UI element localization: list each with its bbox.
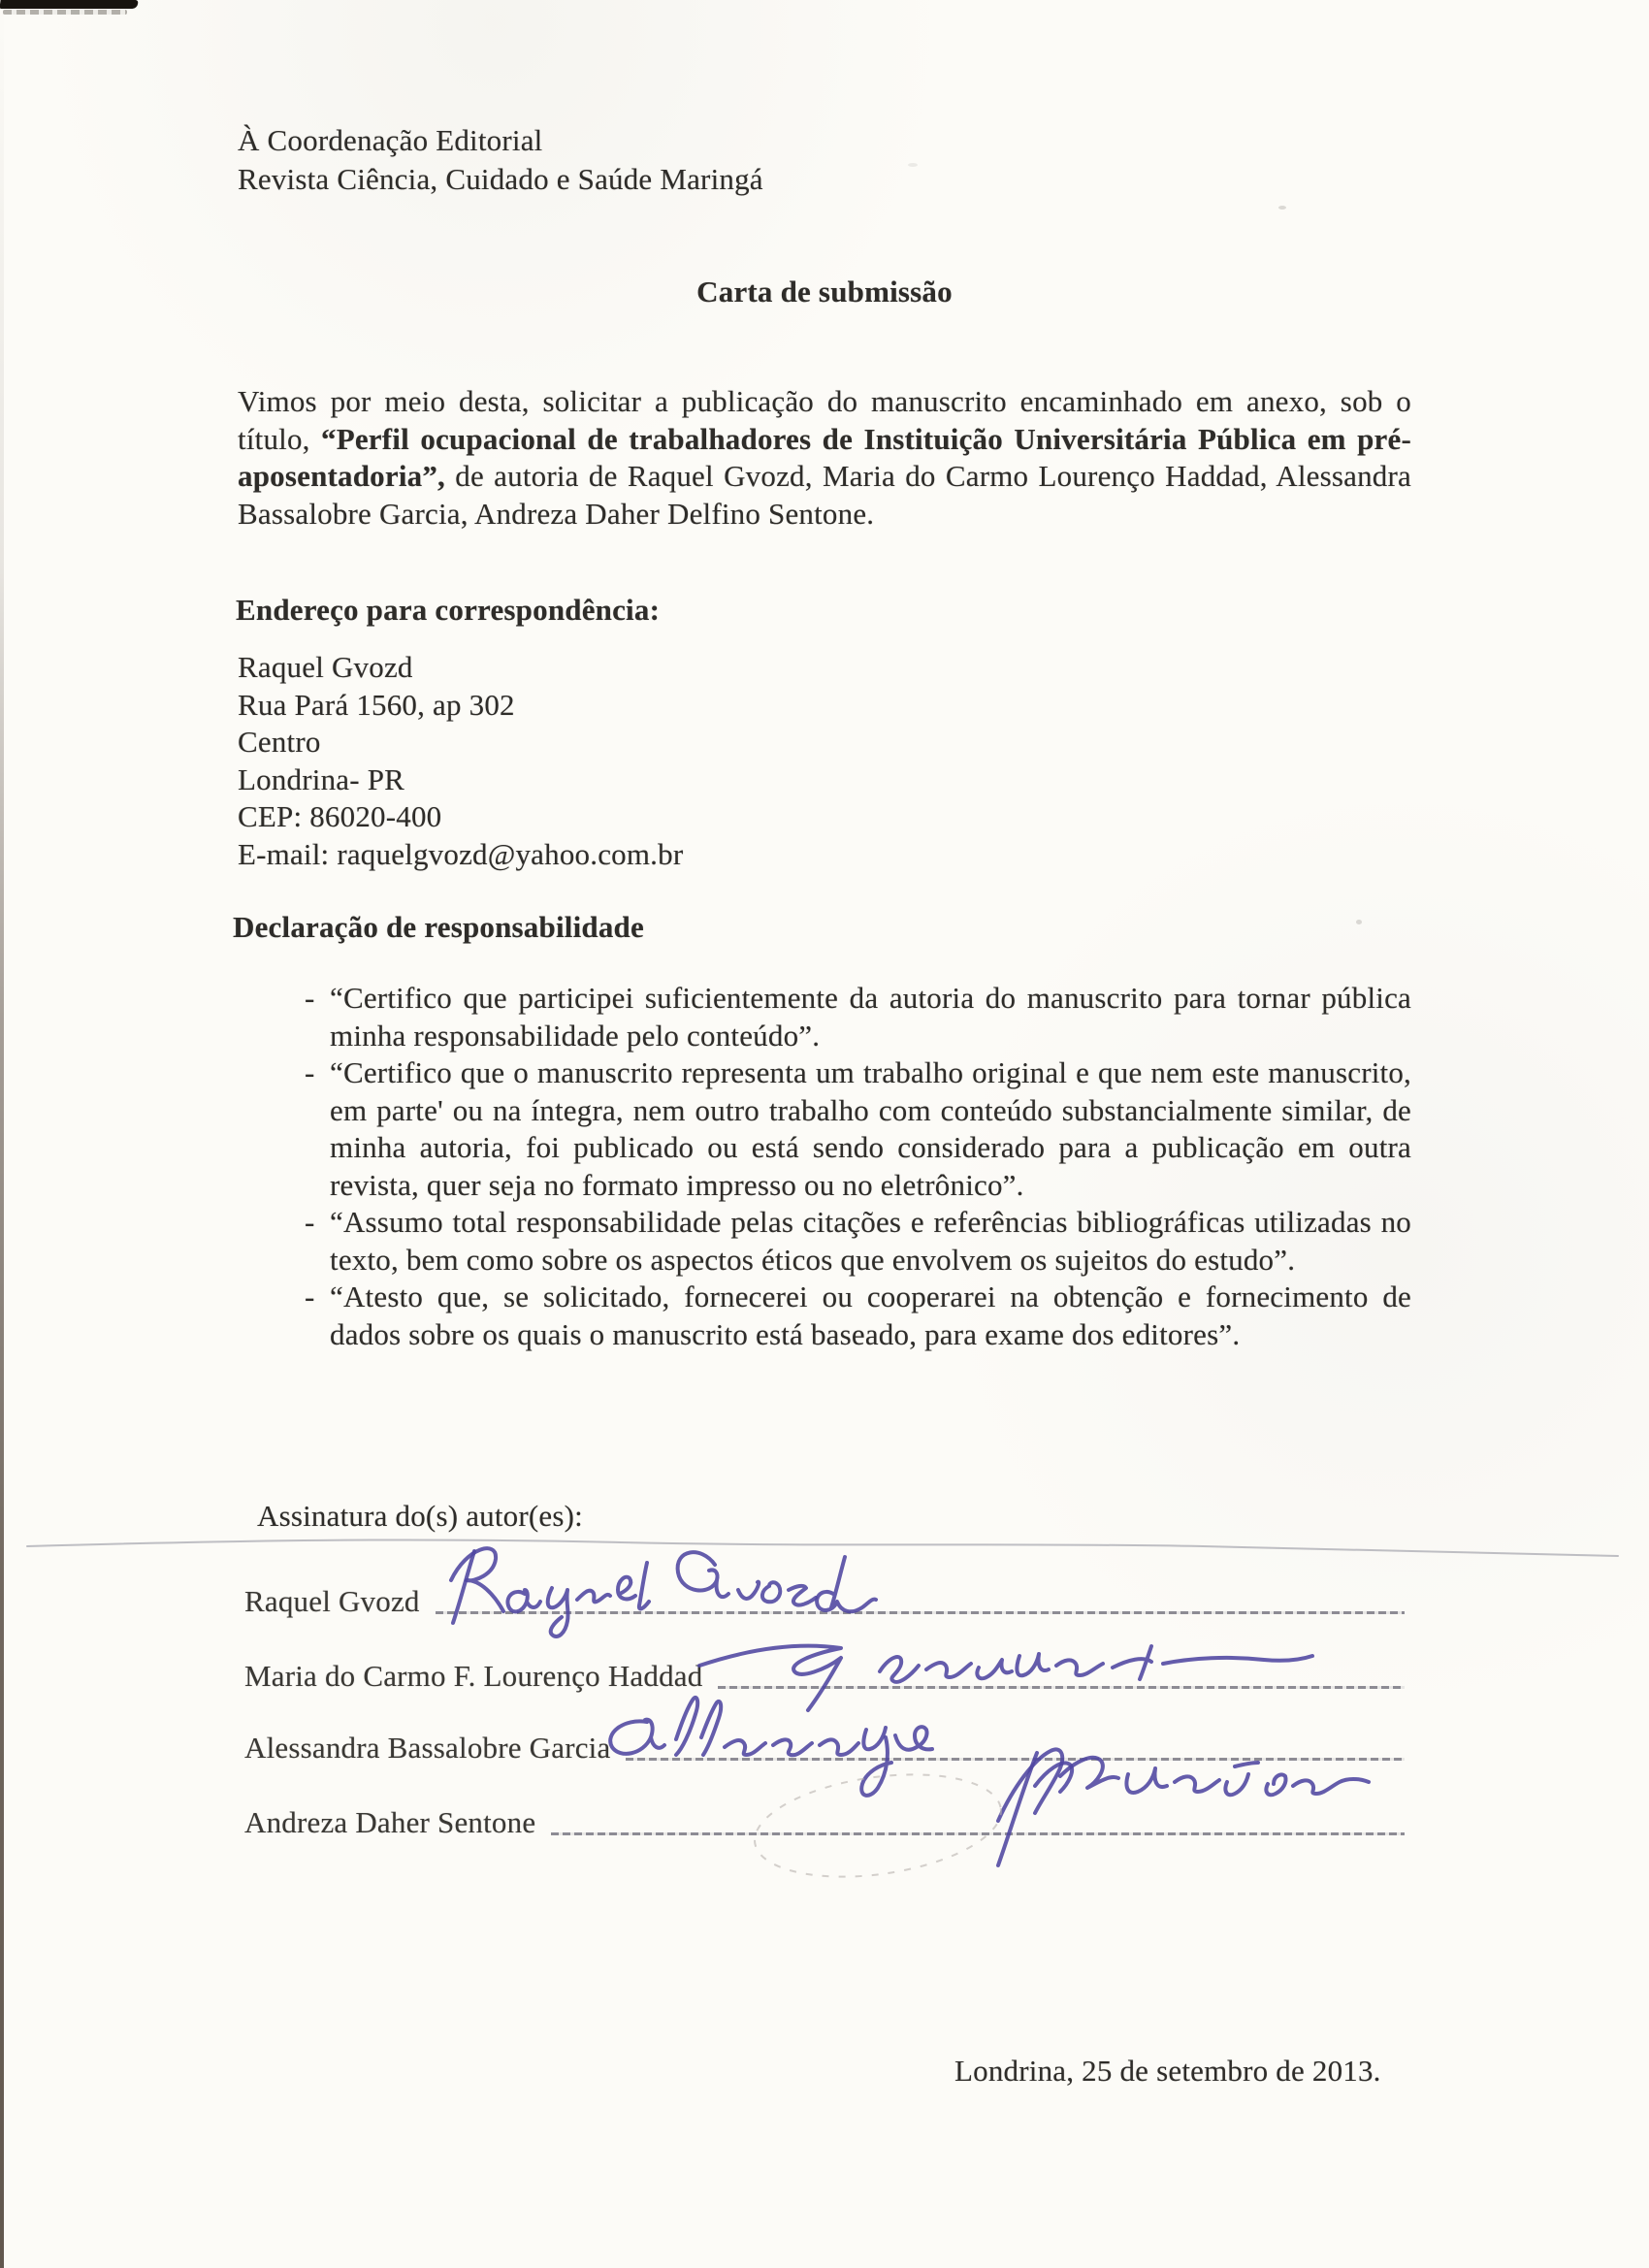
- signature-row: [244, 1728, 1405, 1766]
- signature-label: Raquel Gvozd: [244, 1584, 420, 1618]
- intro-paragraph: [238, 383, 1411, 533]
- signature-line: [551, 1832, 1405, 1835]
- recipient-block: [238, 121, 763, 199]
- declaration-item: - “Certifico que participei suficientemente da autoria do manuscrito para tornar pública minha responsabilidade pelo conteúdo”.: [303, 980, 1411, 1054]
- recipient-line: Revista Ciência, Cuidado e Saúde Maringá: [238, 162, 763, 196]
- declaration-item: - “Certifico que o manuscrito representa um trabalho original e que nem este manuscrito, em parte' ou na íntegra, nem outro trabalho com conteúdo substancialmente similar, de minha autoria, foi publicado ou está sendo considerado para a publicação em outra revista, quer seja no formato impresso ou no eletrônico”.: [303, 1054, 1411, 1204]
- scan-noise-dot: [1356, 920, 1362, 924]
- signature-row: [244, 1802, 1405, 1841]
- signature-line: [626, 1758, 1405, 1761]
- scan-artifact-top-left-bar: [0, 0, 139, 9]
- date-line: Londrina, 25 de setembro de 2013.: [954, 2054, 1381, 2088]
- recipient-line: À Coordenação Editorial: [238, 123, 543, 157]
- declaration-item: - “Atesto que, se solicitado, fornecerei ou cooperarei na obtenção e fornecimento de dados sobre os quais o manuscrito está baseado, para exame dos editores”.: [303, 1279, 1411, 1353]
- scan-noise-dot: [908, 163, 918, 167]
- address-line-street: Rua Pará 1560, ap 302: [238, 687, 515, 722]
- letter-title: Carta de submissão: [696, 275, 953, 308]
- intro-text-post: de autoria de Raquel Gvozd, Maria do Carmo Lourenço Haddad, Alessandra Bassalobre Garcia, Andreza Daher Delfino Sentone.: [238, 459, 1411, 531]
- address-line-city: Londrina- PR: [238, 761, 405, 796]
- declaration-list: [303, 980, 1411, 1353]
- signature-label: Maria do Carmo F. Lourenço Haddad: [244, 1659, 703, 1693]
- signature-label: Andreza Daher Sentone: [244, 1805, 536, 1839]
- scan-noise-dot: [1278, 206, 1286, 210]
- address-line-cep: CEP: 86020-400: [238, 799, 442, 833]
- address-line-email: E-mail: raquelgvozd@yahoo.com.br: [238, 836, 684, 871]
- signature-row: [244, 1656, 1405, 1695]
- address-line-name: Raquel Gvozd: [238, 650, 413, 684]
- correspondence-heading: Endereço para correspondência:: [236, 593, 661, 627]
- declaration-heading: Declaração de responsabilidade: [233, 910, 644, 944]
- signature-line: [718, 1686, 1405, 1689]
- fold-crease-line: [0, 1533, 1649, 1571]
- signature-label: Alessandra Bassalobre Garcia: [244, 1731, 611, 1765]
- manuscript-title-bold: “Perfil ocupacional de trabalhadores de Instituição Universitária Pública em pré-aposentadoria”,: [238, 421, 1411, 493]
- intro-text-pre: Vimos por meio desta, solicitar a publicação do manuscrito encaminhado em anexo, sob o título,: [238, 384, 1411, 456]
- signature-line: [436, 1611, 1405, 1614]
- signatures-heading: Assinatura do(s) autor(es):: [257, 1499, 583, 1533]
- scan-artifact-top-left-smudge: [3, 10, 127, 15]
- signature-row: [244, 1581, 1405, 1620]
- declaration-item: - “Assumo total responsabilidade pelas citações e referências bibliográficas utilizadas no texto, bem como sobre os aspectos éticos que envolvem os sujeitos do estudo”.: [303, 1204, 1411, 1279]
- scan-artifact-left-edge: [0, 0, 4, 2268]
- address-block: [238, 649, 683, 873]
- address-line-district: Centro: [238, 725, 321, 759]
